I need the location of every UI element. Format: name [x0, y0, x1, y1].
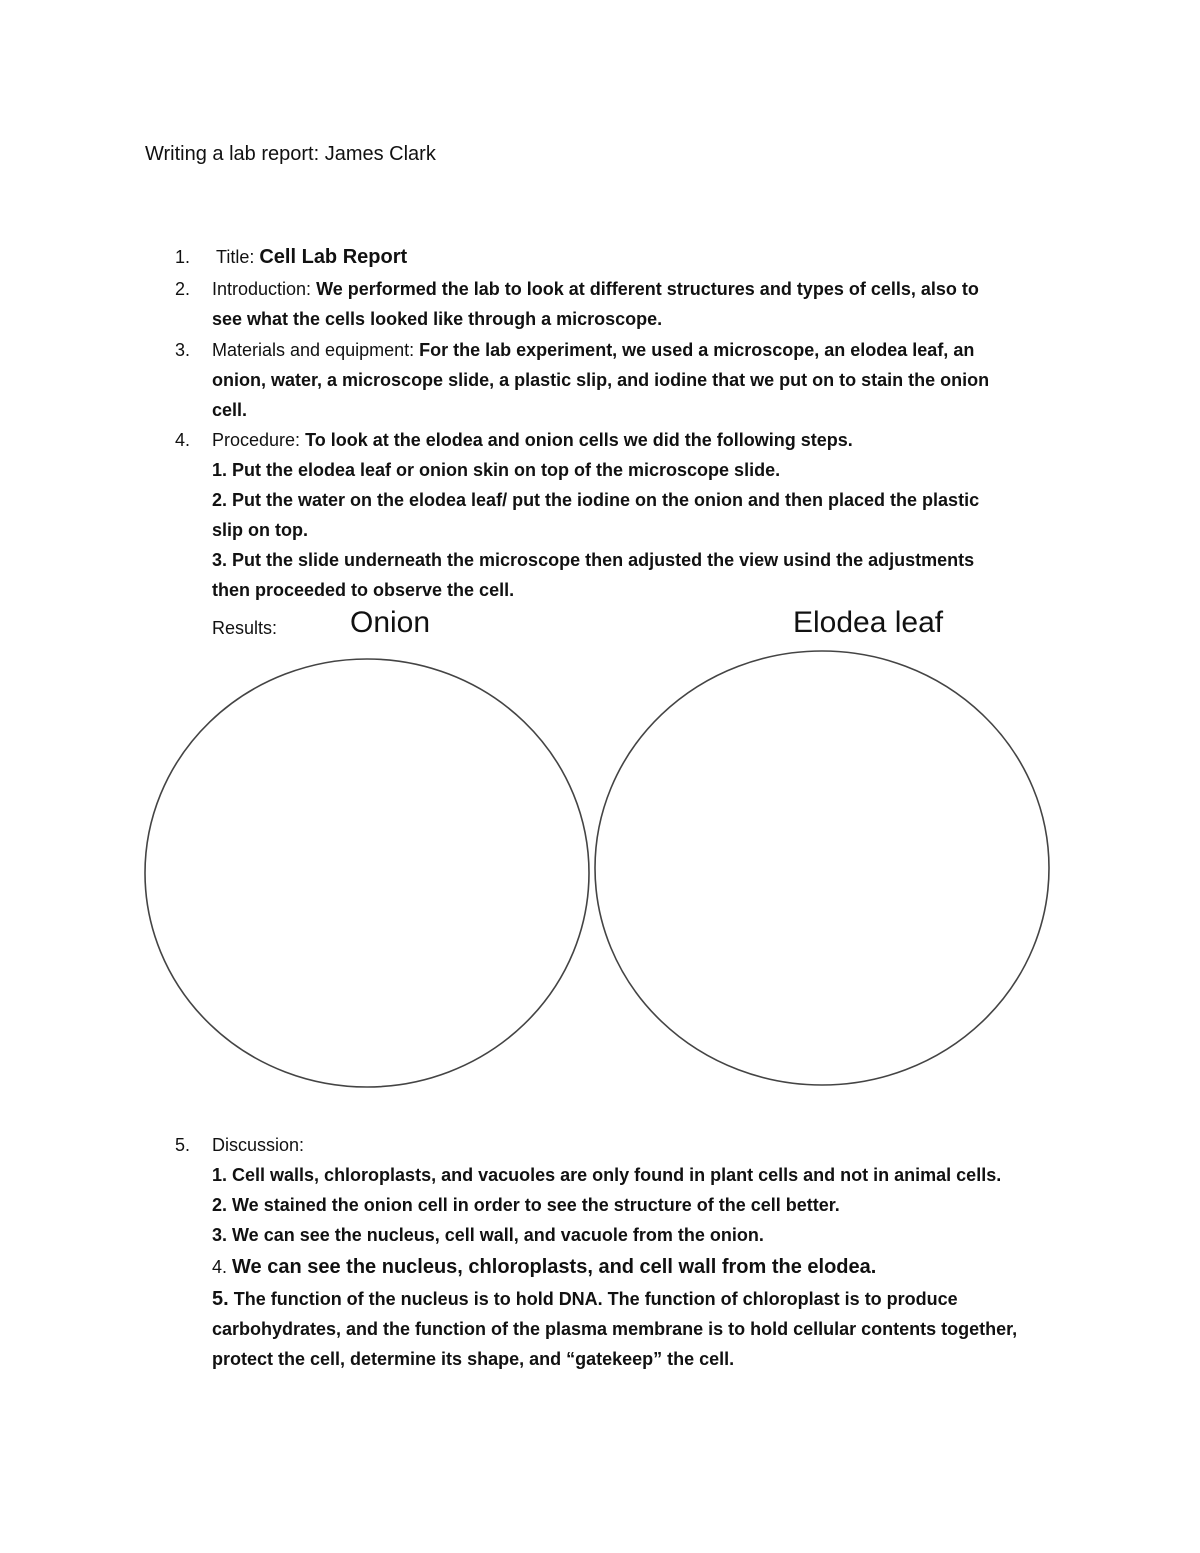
discussion-point-5-num: 5. [212, 1288, 229, 1310]
section-number: 4. [175, 430, 191, 450]
results-label: Results: [212, 618, 278, 638]
title-label: Title: [216, 247, 255, 267]
materials-line-1: For the lab experiment, we used a microscope, an elodea leaf, an [419, 340, 975, 360]
discussion-point-5b: carbohydrates, and the function of the plasma membrane is to hold cellular contents together, [212, 1319, 1018, 1339]
intro-label: Introduction: [212, 279, 312, 299]
procedure-step-3a: 3. Put the slide underneath the microscope then adjusted the view usind the adjustments [212, 550, 975, 570]
discussion-point-4-num: 4. [212, 1257, 228, 1277]
elodea-drawing-circle [595, 651, 1049, 1085]
procedure-label: Procedure: [212, 430, 301, 450]
discussion-point-3: 3. We can see the nucleus, cell wall, and vacuole from the onion. [212, 1225, 764, 1245]
section-number: 5. [175, 1135, 191, 1155]
section-number: 2. [175, 279, 191, 299]
onion-drawing-circle [145, 659, 589, 1087]
section-number: 1. [175, 247, 191, 267]
procedure-intro: To look at the elodea and onion cells we did the following steps. [305, 430, 853, 450]
procedure-step-2b: slip on top. [212, 520, 308, 540]
procedure-step-3b: then proceeded to observe the cell. [212, 580, 515, 600]
materials-label: Materials and equipment: [212, 340, 415, 360]
discussion-point-2: 2. We stained the onion cell in order to see the structure of the cell better. [212, 1195, 840, 1215]
discussion-point-5a: The function of the nucleus is to hold DNA. The function of chloroplast is to produce [233, 1289, 958, 1309]
materials-line-2: onion, water, a microscope slide, a plastic slip, and iodine that we put on to stain the onion [212, 370, 990, 390]
page-header: Writing a lab report: James Clark [145, 143, 436, 165]
procedure-step-2a: 2. Put the water on the elodea leaf/ put the iodine on the onion and then placed the plastic [212, 490, 980, 510]
discussion-label: Discussion: [212, 1135, 305, 1155]
onion-label: Onion [350, 606, 431, 639]
procedure-step-1: 1. Put the elodea leaf or onion skin on top of the microscope slide. [212, 460, 781, 480]
intro-line-2: see what the cells looked like through a microscope. [212, 309, 663, 329]
title-value: Cell Lab Report [259, 246, 408, 268]
discussion-text [212, 1130, 1092, 1374]
discussion-point-5c: protect the cell, determine its shape, and “gatekeep” the cell. [212, 1349, 735, 1369]
section-number: 3. [175, 340, 191, 360]
discussion-point-4: We can see the nucleus, chloroplasts, and cell wall from the elodea. [232, 1256, 877, 1278]
discussion-point-1: 1. Cell walls, chloroplasts, and vacuoles are only found in plant cells and not in animal cells. [212, 1165, 1002, 1185]
intro-line-1: We performed the lab to look at different structures and types of cells, also to [316, 279, 979, 299]
materials-line-3: cell. [212, 400, 248, 420]
elodea-label: Elodea leaf [793, 606, 944, 639]
